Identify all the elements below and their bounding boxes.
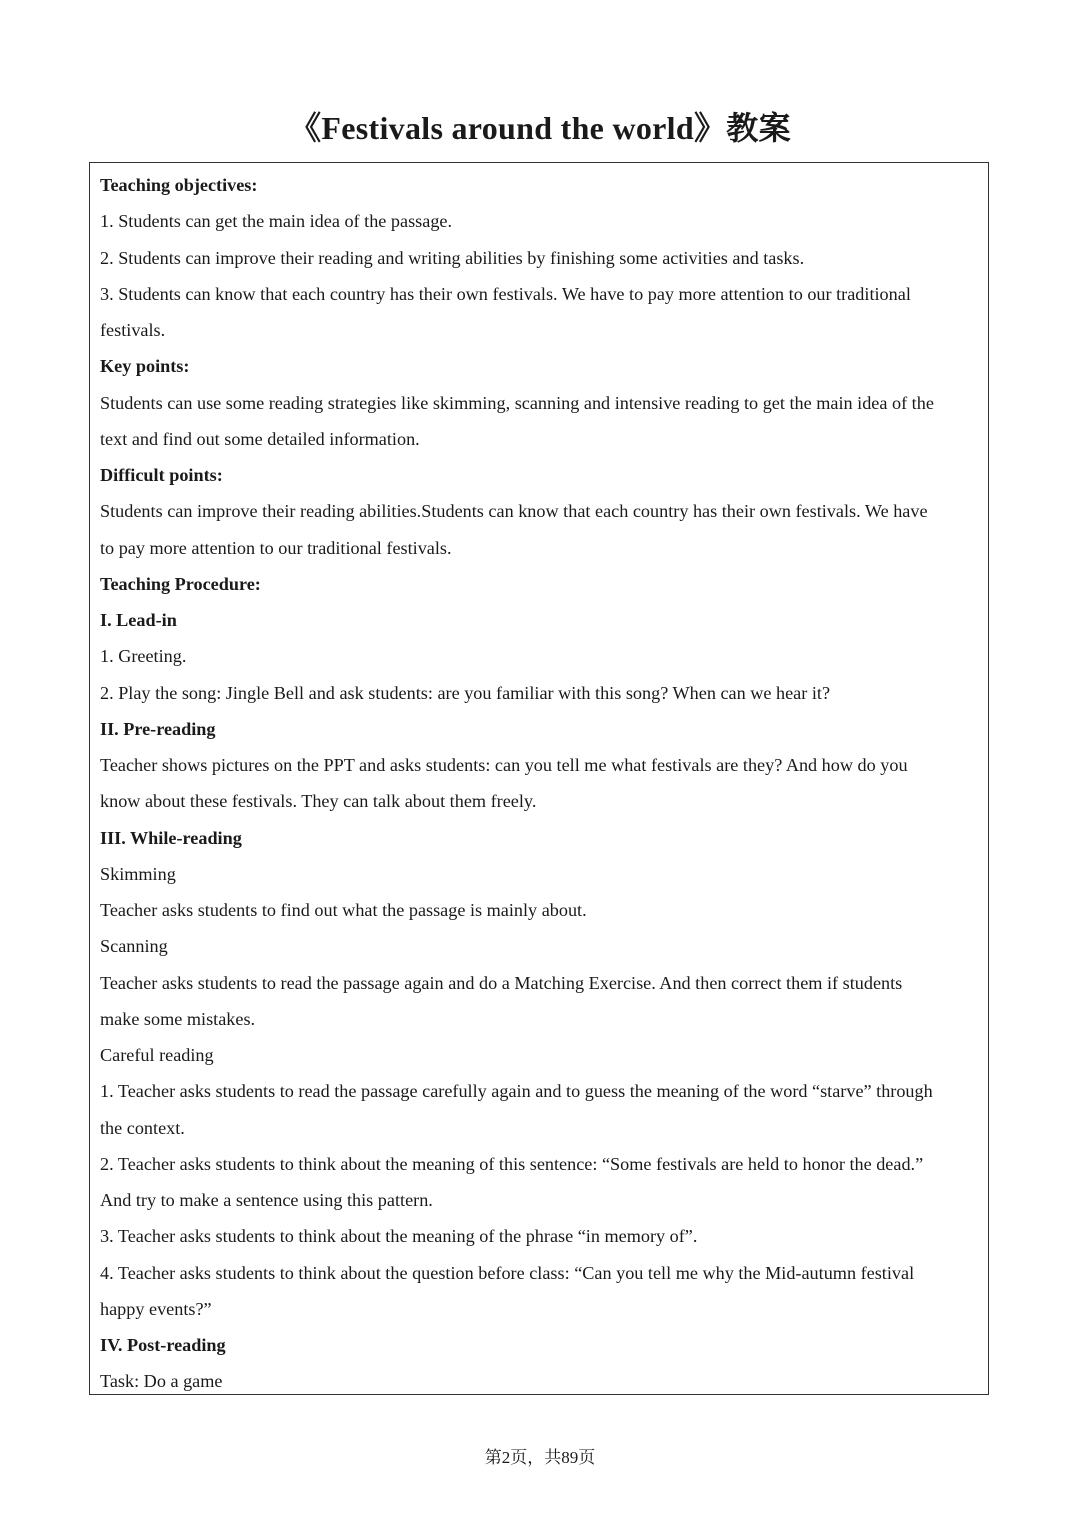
section-heading: III. While-reading xyxy=(100,827,242,848)
text-line: the context. xyxy=(100,1117,185,1138)
lesson-plan-box xyxy=(89,162,989,1395)
text-line: Teacher asks students to find out what the passage is mainly about. xyxy=(100,900,587,920)
text-line: festivals. xyxy=(100,320,166,340)
text-line: Teacher asks students to read the passage again and do a Matching Exercise. And then correct them if students xyxy=(100,972,903,993)
text-line: make some mistakes. xyxy=(100,1008,256,1029)
text-line: 1. Teacher asks students to read the passage carefully again and to guess the meaning of the word “starve” through xyxy=(100,1081,933,1102)
text-line: 2. Teacher asks students to think about the meaning of this sentence: “Some festivals are held to honor the dead.” xyxy=(100,1153,924,1174)
section-heading: IV. Post-reading xyxy=(100,1335,226,1355)
text-line: Students can use some reading strategies like skimming, scanning and intensive reading to get the main idea of the xyxy=(100,392,934,413)
text-line: And try to make a sentence using this pattern. xyxy=(100,1190,433,1210)
page-footer: 第2页，共89页 xyxy=(484,1448,596,1467)
section-heading: Teaching Procedure: xyxy=(100,573,261,594)
document-title: 《Festivals around the world》教案 xyxy=(289,110,791,146)
text-line: happy events?” xyxy=(100,1298,212,1319)
text-line: 2. Students can improve their reading and writing abilities by finishing some activities and tasks. xyxy=(100,247,805,268)
text-line: know about these festivals. They can talk about them freely. xyxy=(100,791,537,812)
text-line: 3. Students can know that each country has their own festivals. We have to pay more attention to our traditional xyxy=(100,283,911,304)
section-heading: Key points: xyxy=(100,356,190,377)
text-line: 3. Teacher asks students to think about the meaning of the phrase “in memory of”. xyxy=(100,1226,698,1247)
lesson-plan-content xyxy=(100,167,974,1400)
text-line: Skimming xyxy=(100,863,176,884)
text-line: to pay more attention to our traditional festivals. xyxy=(100,537,452,558)
section-heading: Teaching objectives: xyxy=(100,175,258,195)
text-line: Careful reading xyxy=(100,1045,214,1065)
text-line: 1. Students can get the main idea of the passage. xyxy=(100,211,453,232)
text-line: 1. Greeting. xyxy=(100,646,187,667)
text-line: 2. Play the song: Jingle Bell and ask students: are you familiar with this song? When can we hear it? xyxy=(100,682,831,703)
text-line: Students can improve their reading abilities.Students can know that each country has their own festivals. We have xyxy=(100,501,928,522)
text-line: text and find out some detailed information. xyxy=(100,428,420,449)
text-line: Teacher shows pictures on the PPT and asks students: can you tell me what festivals are they? And how do you xyxy=(100,755,908,775)
section-heading: II. Pre-reading xyxy=(100,718,216,739)
text-line: Task: Do a game xyxy=(100,1371,223,1392)
section-heading: Difficult points: xyxy=(100,465,223,485)
text-line: Scanning xyxy=(100,936,168,957)
section-heading: I. Lead-in xyxy=(100,610,177,630)
text-line: 4. Teacher asks students to think about the question before class: “Can you tell me why the Mid-autumn festival xyxy=(100,1262,915,1283)
